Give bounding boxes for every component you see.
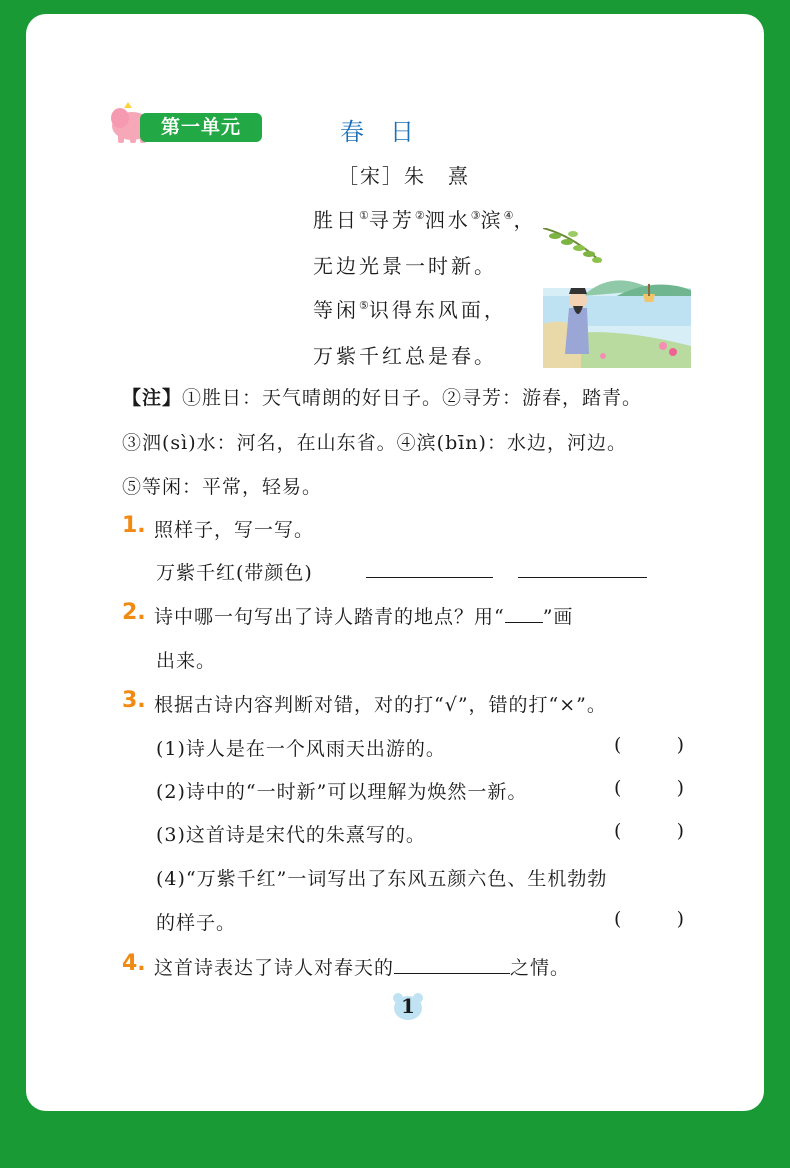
question-3-item-4-cont: 的样子。 [156,912,237,934]
question-4-number: 4. [122,951,146,976]
answer-blank-1b[interactable] [518,576,647,578]
poem-title: 春日 [340,118,440,146]
question-2-number: 2. [122,600,146,625]
answer-blank-4[interactable] [394,958,510,974]
poem-line-4: 万紫千红总是春。 [313,344,497,368]
poem-line-3: 等闲⑤识得东风面， [313,298,507,322]
question-4-text: 这首诗表达了诗人对春天的 之情。 [154,957,571,979]
answer-paren-1[interactable]: ( ) [614,734,684,756]
page-number-badge [391,991,425,1021]
question-3-item-2: (2)诗中的“一时新”可以理解为焕然一新。 [156,781,528,803]
poet-illustration [543,228,691,368]
question-2-text: 诗中哪一句写出了诗人踏青的地点？用“ ”画 [154,606,574,628]
answer-paren-3[interactable]: ( ) [614,820,684,842]
question-1-number: 1. [122,513,146,538]
underline-sample [505,609,543,623]
notes-line-3: ⑤等闲：平常，轻易。 [122,476,323,498]
question-3-text: 根据古诗内容判断对错，对的打“√”，错的打“×”。 [154,694,607,716]
notes-line-1: 【注】①胜日：天气晴朗的好日子。②寻芳：游春，踏青。 [122,387,643,409]
answer-paren-2[interactable]: ( ) [614,777,684,799]
question-2-text-cont: 出来。 [156,650,217,672]
bottom-strip [0,1156,790,1168]
question-3-item-1: (1)诗人是在一个风雨天出游的。 [156,738,446,760]
poem-line-2: 无边光景一时新。 [313,254,497,278]
question-1-text: 照样子，写一写。 [154,519,315,541]
question-3-item-4: (4)“万紫千红”一词写出了东风五颜六色、生机勃勃 [156,868,608,890]
poem-author: ［宋］朱 熹 [338,164,470,188]
question-1-example: 万紫千红(带颜色) [156,562,313,584]
question-3-number: 3. [122,688,146,713]
poem-line-1: 胜日①寻芳②泗水③滨④， [313,208,537,232]
answer-paren-4[interactable]: ( ) [614,908,684,930]
unit-label: 第一单元 [140,113,262,142]
question-3-item-3: (3)这首诗是宋代的朱熹写的。 [156,824,426,846]
page-number: 1 [401,994,415,1018]
answer-blank-1a[interactable] [366,576,493,578]
notes-line-2: ③泗(sì)水：河名，在山东省。④滨(bīn)：水边，河边。 [122,432,627,454]
notes-heading: 【注】 [122,387,183,409]
